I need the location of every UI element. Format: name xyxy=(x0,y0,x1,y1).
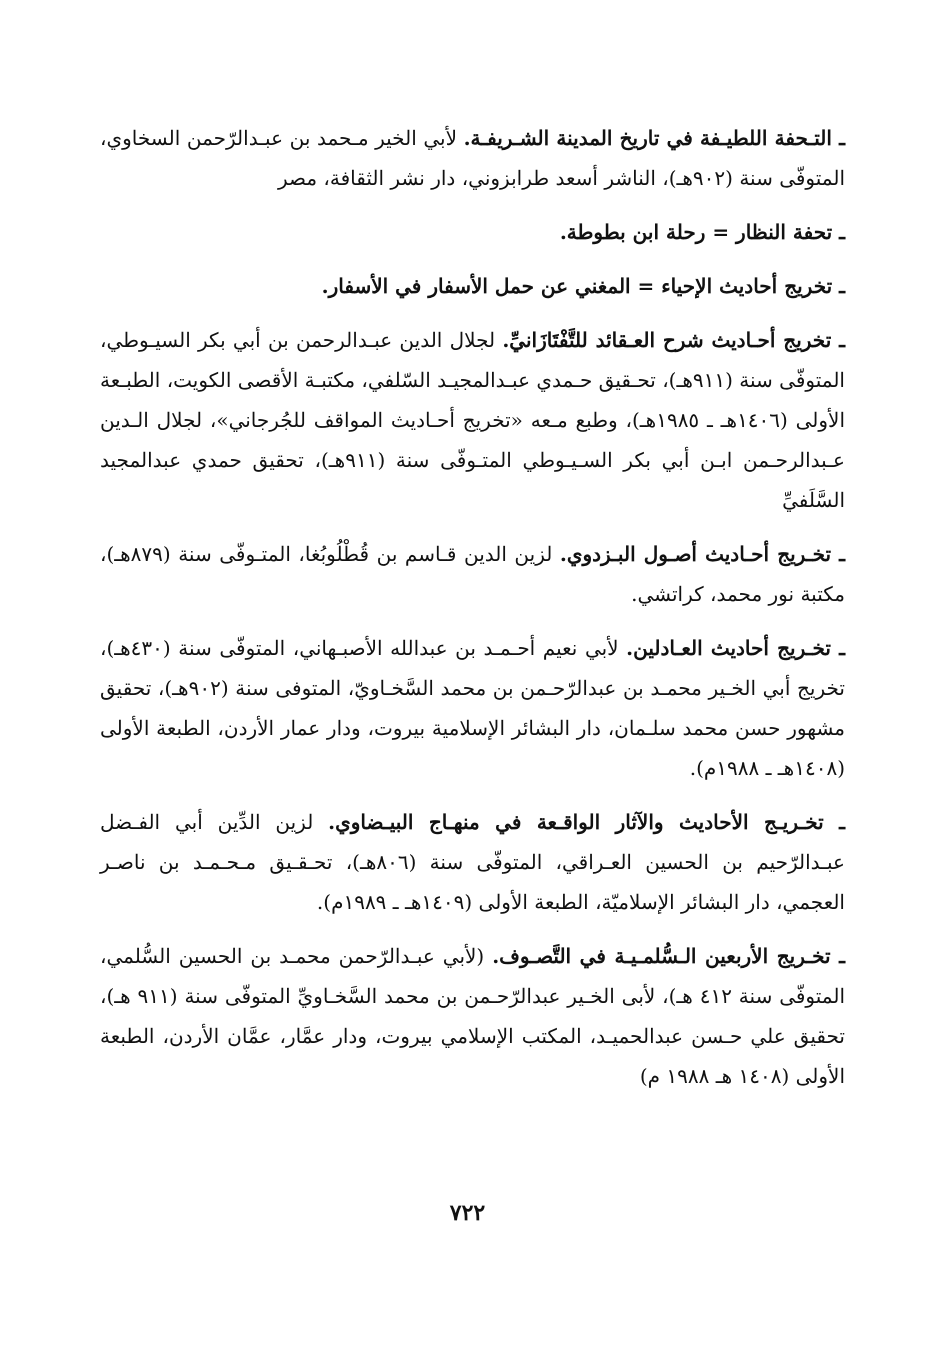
entry-body: (لأبي عبـدالرّحمن محمـد بن الحسين السُّلمي، المتوفّى سنة ٤١٢ هـ)، لأبى الخـير عبدالرّحـمن بن محمد السَّخـاويِّ المتوفّى سنة (٩١١ هـ)، تحقيق علي حـسن عبدالحميـد، المكتب الإسلامي بيروت، ودار عمَّار، عمَّان الأردن، الطبعة الأولى (١٤٠٨ هـ ١٩٨٨ م) xyxy=(100,944,846,1088)
bibliography-entry xyxy=(100,534,845,614)
entry-title: ـ تحفة النظار = رحلة ابن بطوطة. xyxy=(559,220,845,244)
entry-title: ـ تخـريـج الأحاديث والآثار الواقـعة في منهـاج البيـضاوي. xyxy=(328,810,845,834)
entry-body: لأبي نعيم أحـمـد بن عبدالله الأصبـهاني، المتوفّى سنة (٤٣٠هـ)، تخريج أبي الخـير محمـد بن عبدالرّحـمن بن محمد السَّخـاويّ، المتوفى سنة (٩٠٢هـ)، تحقيق مشهور حسن محمد سلـمان، دار البشائر الإسلامية بيروت، ودار عمار الأردن، الطبعة الأولى (١٤٠٨هـ ـ ١٩٨٨م). xyxy=(100,636,845,780)
entry-title: ـ تخـريج الأربعين الـسُّلمـيـة في التَّصـوف. xyxy=(492,944,845,968)
bibliography-entry xyxy=(100,802,845,922)
entry-title: ـ تخـريج أحـاديث أصـول البـزدوي. xyxy=(559,542,846,566)
entry-title: ـ تخريج أحـاديث شرح العـقائد للتَّفْتَازَانيِّ. xyxy=(502,328,846,352)
entry-body: لزين الدين قـاسم بن قُطْلُوبُغا، المتـوفّى سنة (٨٧٩هـ)، مكتبة نور محمد، كراتشي. xyxy=(100,542,845,606)
entry-title: ـ التـحفة اللطيـفة في تاريخ المدينة الشـريفـة. xyxy=(463,126,845,150)
bibliography-entry xyxy=(100,628,845,788)
bibliography-entry xyxy=(100,936,845,1096)
document-page xyxy=(100,118,845,1110)
entry-title: ـ تخـريج أحاديث العـادلين. xyxy=(626,636,845,660)
page-number: ٧٢٢ xyxy=(449,1200,486,1226)
entry-body: لجلال الدين عبـدالرحمن بن أبي بكر السيـوطي، المتوفّى سنة (٩١١هـ)، تحـقيق حـمدي عبـدالمجيـد السّلفي، مكتبـة الأقصى الكويت، الطبـعة الأولى (١٤٠٦هـ ـ ١٩٨٥هـ)، وطبع مـعه «تخريج أحـاديث المواقف للجُرجاني»، لجلال الـدين عـبدالرحـمن ابـن أبي بكر السـيـوطي المتـوفّى سنة (٩١١هـ)، تحقيق حمدي عبدالمجيد السَّلَفيِّ xyxy=(100,328,846,512)
bibliography-entry xyxy=(100,320,845,520)
entry-title: ـ تخريج أحاديث الإحياء = المغني عن حمل الأسفار في الأسفار. xyxy=(321,274,845,298)
entry-body: لزين الدِّين أبي الفـضل عبـدالرّحيم بن الحسين العـراقي، المتوفّى سنة (٨٠٦هـ)، تحـقـيق مـحـمـد بن ناصـر العجمي، دار البشائر الإسلاميّة، الطبعة الأولى (١٤٠٩هـ ـ ١٩٨٩م). xyxy=(100,810,845,914)
bibliography-entry xyxy=(100,118,845,198)
entry-body: لأبي الخير مـحمد بن عبـدالرّحمن السخاوي، المتوفّى سنة (٩٠٢هـ)، الناشر أسعد طرابزوني، دار نشر الثقافة، مصر xyxy=(100,126,845,190)
bibliography-entry xyxy=(100,212,845,252)
bibliography-entry xyxy=(100,266,845,306)
